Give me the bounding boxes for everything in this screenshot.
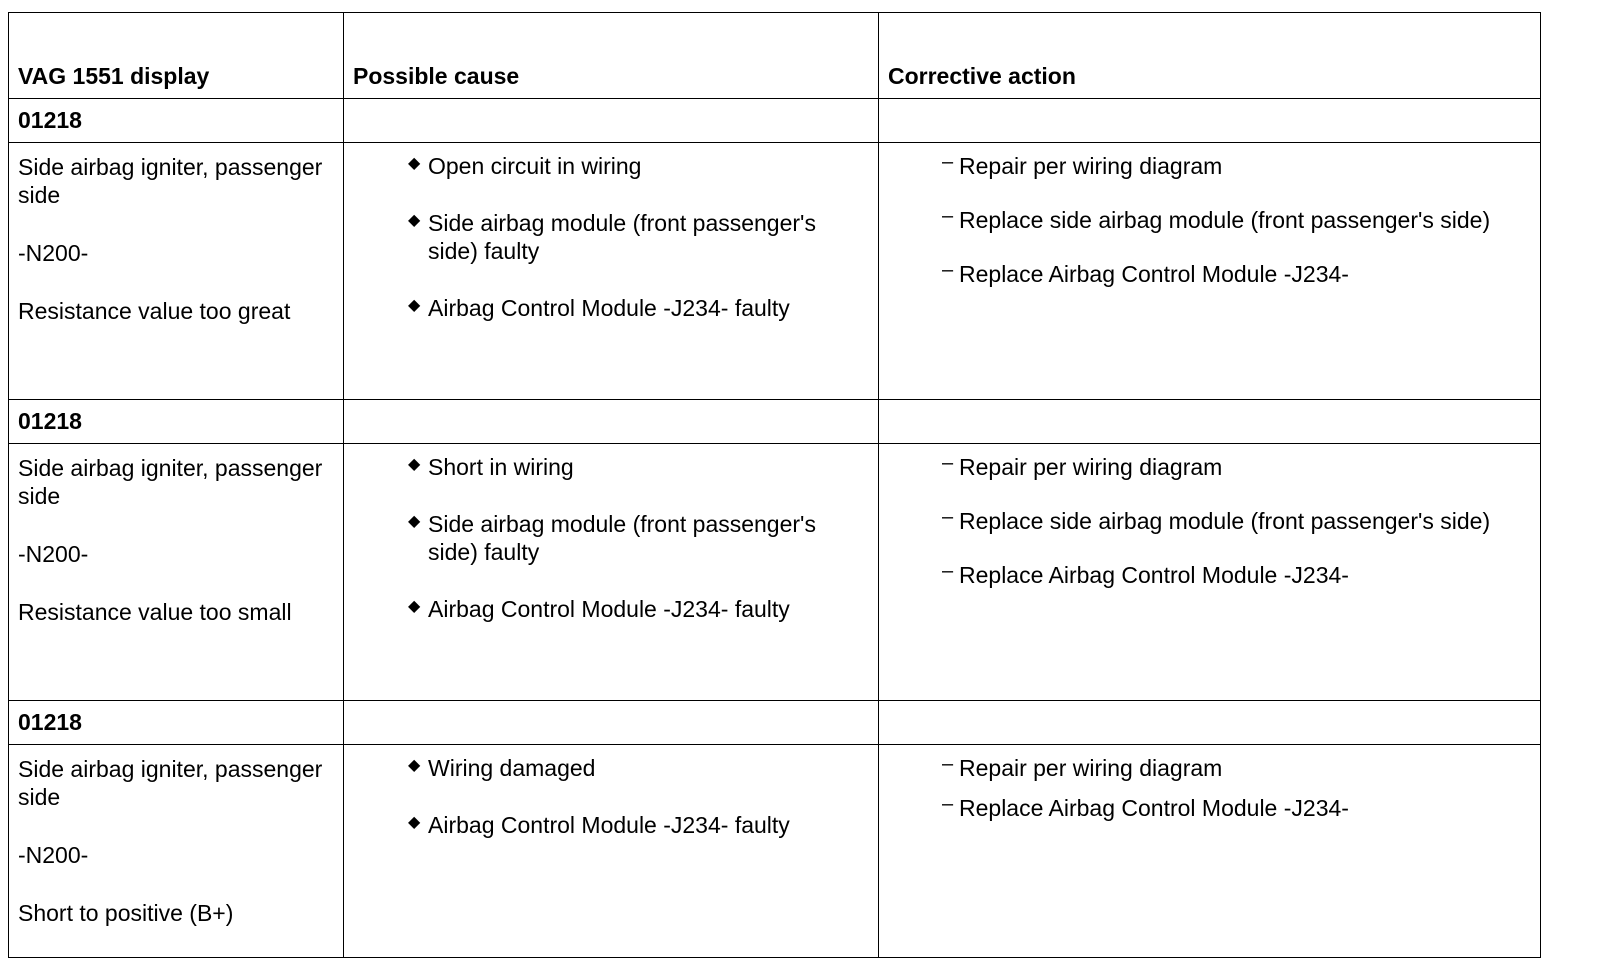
fault-code-cell (9, 701, 344, 745)
detail-row-1 (9, 143, 1541, 400)
header-display: VAG 1551 display (9, 13, 344, 99)
dash-bullet-icon: – (942, 205, 954, 227)
action-item: – Replace side airbag module (front passenger's side) (879, 206, 1520, 234)
dash-bullet-icon: – (942, 506, 954, 528)
dash-bullet-icon: – (942, 259, 954, 281)
diamond-bullet-icon: ◆ (408, 513, 421, 530)
cause-item: ◆ Wiring damaged (344, 754, 858, 782)
cause-cell (344, 745, 879, 958)
code-row-3 (9, 701, 1541, 745)
component-code: -N200- (18, 240, 89, 266)
component-name: Side airbag igniter, passenger side (18, 455, 323, 509)
diamond-bullet-icon: ◆ (408, 814, 421, 831)
header-cause: Possible cause (344, 13, 879, 99)
description-cell (9, 143, 344, 400)
empty-cell (879, 701, 1541, 745)
code-row-2 (9, 400, 1541, 444)
diamond-bullet-icon: ◆ (408, 155, 421, 172)
cause-cell (344, 143, 879, 400)
diamond-bullet-icon: ◆ (408, 297, 421, 314)
component-code: -N200- (18, 842, 89, 868)
action-cell (879, 745, 1541, 958)
header-row (9, 13, 1541, 99)
action-item: – Repair per wiring diagram (879, 152, 1520, 180)
fault-code: 01218 (18, 107, 82, 133)
action-item: – Replace Airbag Control Module -J234- (879, 561, 1520, 589)
diamond-bullet-icon: ◆ (408, 757, 421, 774)
detail-row-3 (9, 745, 1541, 958)
action-item: – Repair per wiring diagram (879, 754, 1520, 782)
fault-code: 01218 (18, 709, 82, 735)
code-row-1 (9, 99, 1541, 143)
fault-type: Short to positive (B+) (18, 900, 234, 926)
empty-cell (344, 99, 879, 143)
dash-bullet-icon: – (942, 793, 954, 815)
empty-cell (344, 400, 879, 444)
dash-bullet-icon: – (942, 151, 954, 173)
empty-cell (344, 701, 879, 745)
cause-item: ◆ Short in wiring (344, 453, 858, 481)
action-cell (879, 444, 1541, 701)
fault-code-cell (9, 99, 344, 143)
dash-bullet-icon: – (942, 560, 954, 582)
cause-item: ◆ Airbag Control Module -J234- faulty (344, 294, 858, 322)
fault-code-cell (9, 400, 344, 444)
fault-type: Resistance value too small (18, 599, 292, 625)
cause-item: ◆ Airbag Control Module -J234- faulty (344, 595, 858, 623)
cause-cell (344, 444, 879, 701)
fault-code-table (8, 12, 1541, 958)
component-name: Side airbag igniter, passenger side (18, 154, 323, 208)
cause-item: ◆ Side airbag module (front passenger's side) faulty (344, 209, 858, 265)
cause-item: ◆ Airbag Control Module -J234- faulty (344, 811, 858, 839)
fault-code: 01218 (18, 408, 82, 434)
diamond-bullet-icon: ◆ (408, 456, 421, 473)
component-code: -N200- (18, 541, 89, 567)
action-item: – Replace Airbag Control Module -J234- (879, 794, 1520, 822)
fault-type: Resistance value too great (18, 298, 291, 324)
action-item: – Repair per wiring diagram (879, 453, 1520, 481)
empty-cell (879, 400, 1541, 444)
dash-bullet-icon: – (942, 452, 954, 474)
diamond-bullet-icon: ◆ (408, 598, 421, 615)
diamond-bullet-icon: ◆ (408, 212, 421, 229)
action-item: – Replace side airbag module (front passenger's side) (879, 507, 1520, 535)
description-cell (9, 444, 344, 701)
action-item: – Replace Airbag Control Module -J234- (879, 260, 1520, 288)
cause-item: ◆ Open circuit in wiring (344, 152, 858, 180)
action-cell (879, 143, 1541, 400)
description-cell (9, 745, 344, 958)
dash-bullet-icon: – (942, 753, 954, 775)
empty-cell (879, 99, 1541, 143)
detail-row-2 (9, 444, 1541, 701)
cause-item: ◆ Side airbag module (front passenger's side) faulty (344, 510, 858, 566)
component-name: Side airbag igniter, passenger side (18, 756, 323, 810)
header-action: Corrective action (879, 13, 1541, 99)
